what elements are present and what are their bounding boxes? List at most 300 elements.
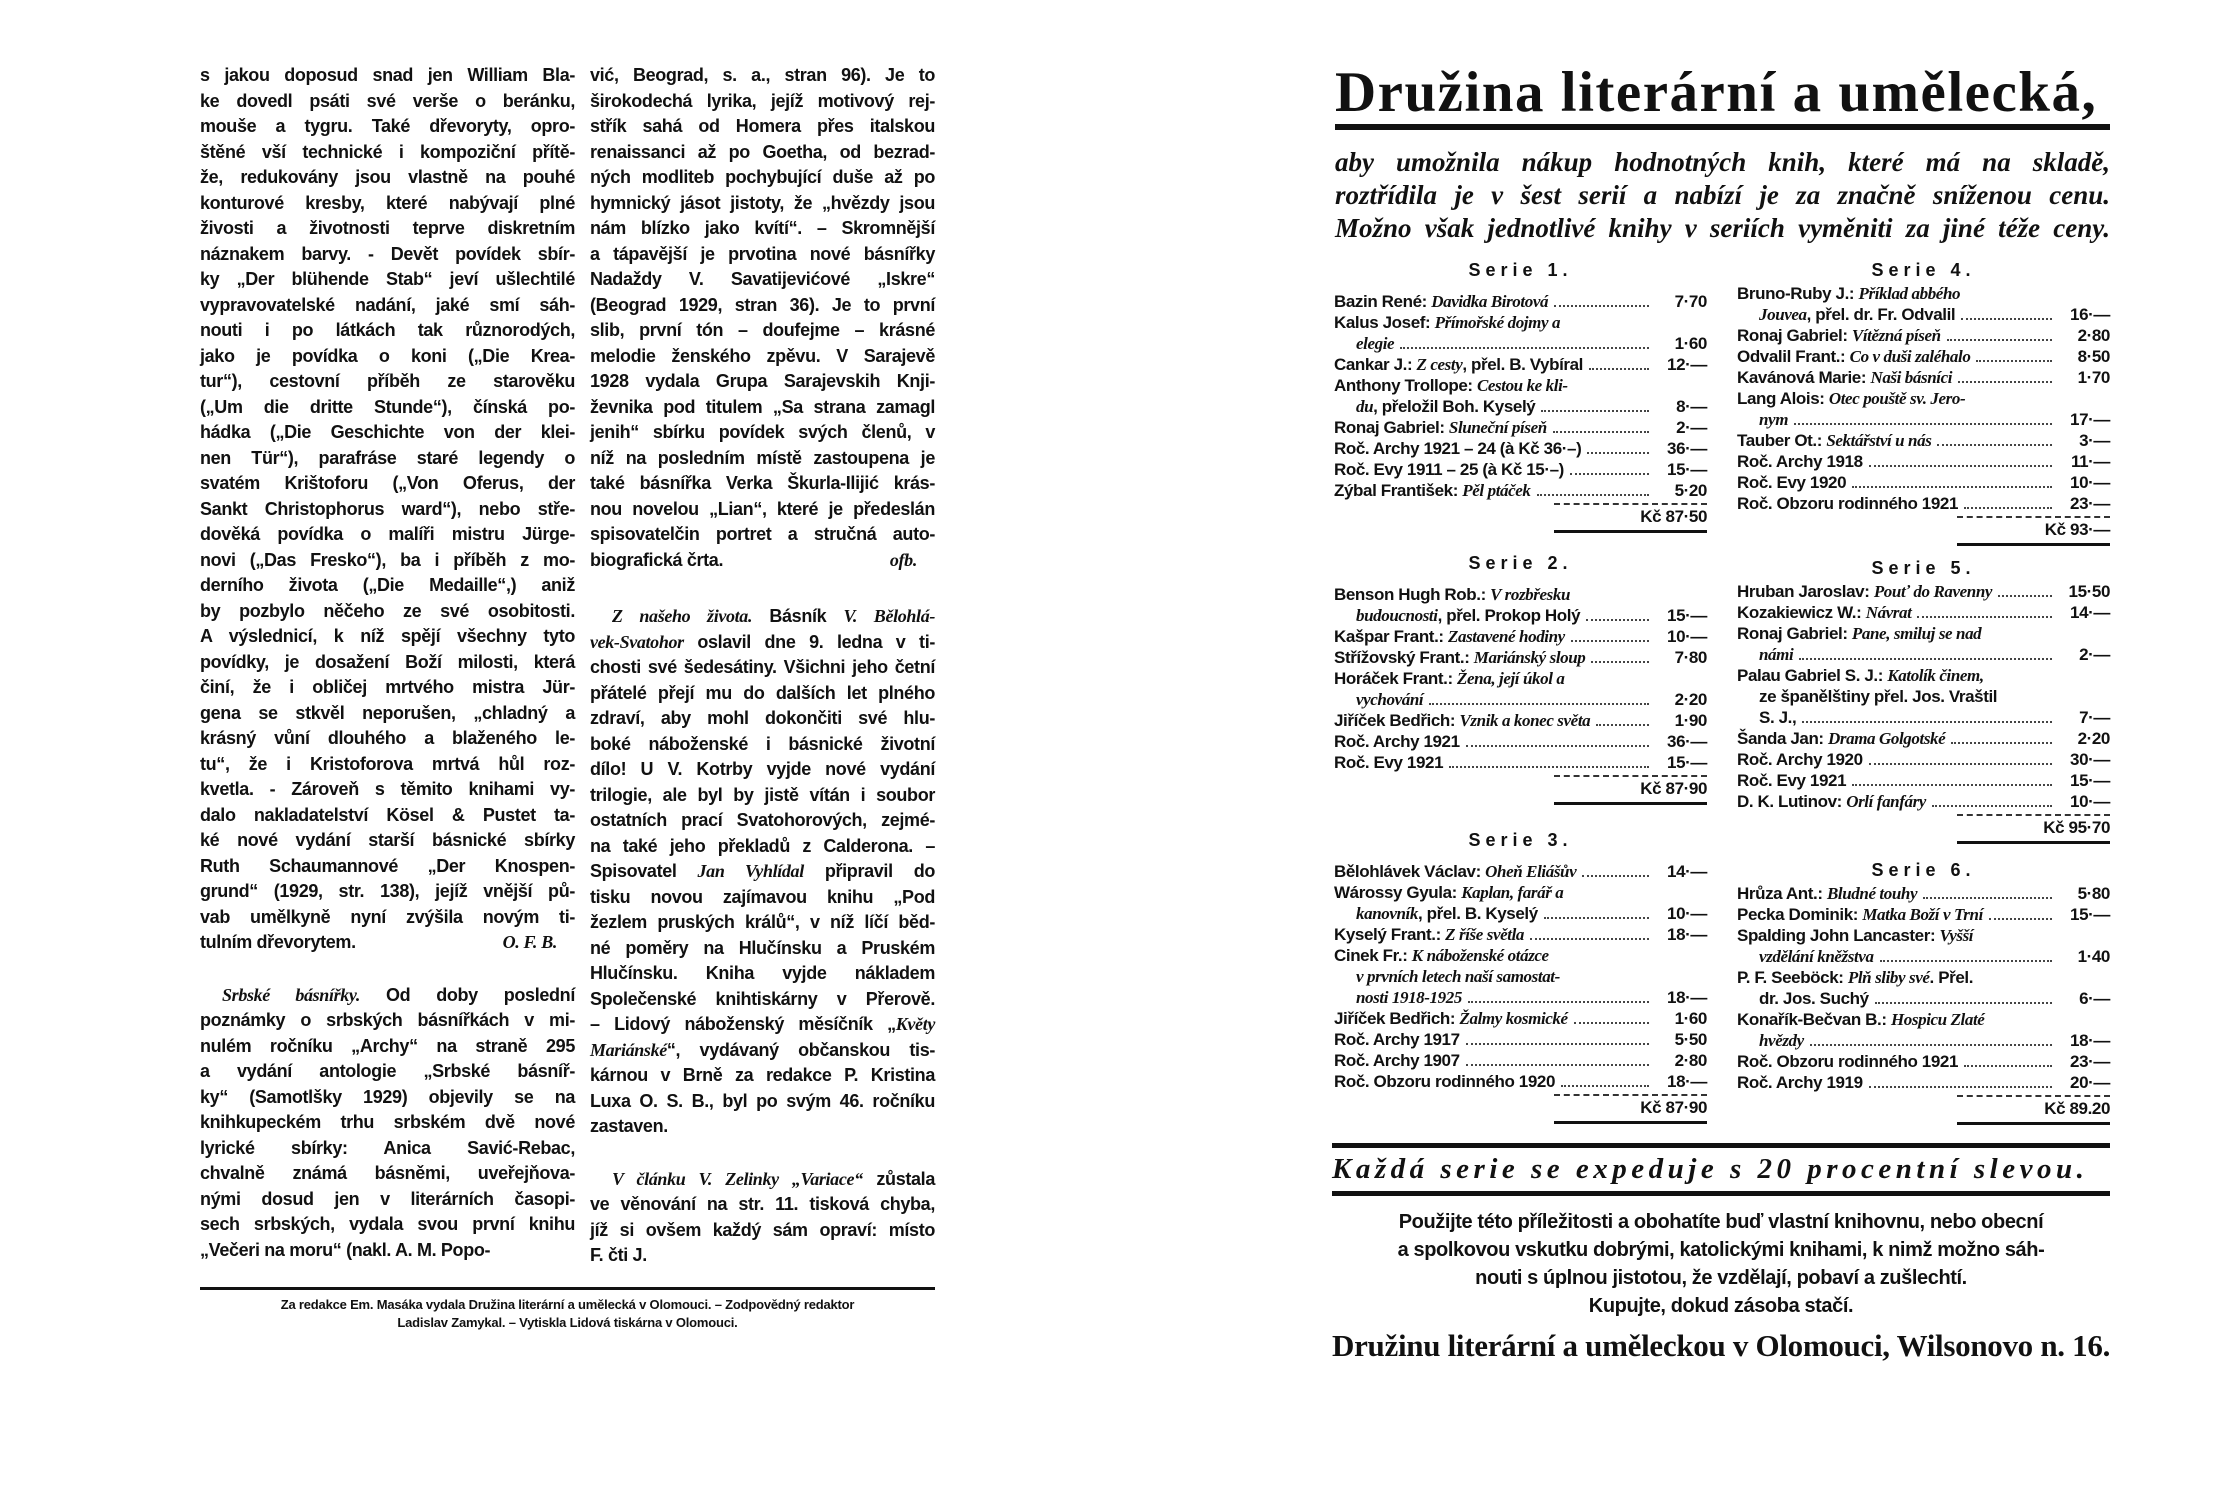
dot-leader: [1923, 883, 2052, 899]
text-line: [200, 879, 575, 905]
dot-leader: [1932, 791, 2052, 807]
italic-run: Pane, smiluj se nad: [1851, 624, 1982, 643]
text-run: ke dovedl psáti své verše o beránku,: [200, 90, 575, 111]
text-line: [590, 757, 935, 783]
text-run: Cinek Fr.:: [1334, 946, 1412, 965]
text-run: Střížovský Frant.:: [1334, 648, 1474, 667]
price: 7·80: [1674, 648, 1707, 667]
entry-line: [1737, 686, 2110, 707]
text-column-2: [590, 63, 935, 1269]
price: 3·—: [2079, 431, 2110, 450]
serie-3: [1334, 830, 1707, 1124]
text-run: Bazin René:: [1334, 292, 1432, 311]
text-line: [590, 604, 935, 630]
text-line: [200, 522, 575, 548]
entry-line: [1334, 966, 1707, 987]
paragraph: [590, 1167, 935, 1269]
italic-run: du: [1356, 397, 1374, 416]
text-run: lyrické sbírky: Anica Savić-Rebac,: [200, 1137, 575, 1158]
text-run: ostatních prací Svatohorových, zejmé-: [590, 810, 935, 830]
entry-text: [1737, 602, 1911, 623]
text-line: [590, 395, 935, 421]
entry-line: [1334, 584, 1707, 605]
text-run: vab umělkyně nyní zvýšila novým ti-: [200, 906, 575, 927]
book-entry: [1737, 1072, 2110, 1093]
text-run: dílo! U V. Kotrby vyjde nové vydání: [590, 759, 935, 779]
text-run: nen Tür“), parafráse staré legendy o: [200, 447, 575, 468]
entry-text: [1356, 396, 1535, 417]
italic-run: vek-Svatohor: [590, 631, 684, 652]
entry-line: [1334, 861, 1707, 882]
text-run: krásný vůní dlouhého a blaženého le-: [200, 728, 575, 748]
discount-banner: Každá serie se expeduje s 20 procentní slevou.: [1332, 1153, 2089, 1185]
price: 12·—: [1667, 355, 1707, 374]
text-line: [590, 522, 935, 548]
text-line: [200, 267, 575, 293]
text-line: [590, 1243, 935, 1269]
price: 10·—: [1667, 627, 1707, 646]
text-line: [200, 752, 575, 778]
entry-text: [1334, 459, 1564, 480]
italic-run: Otec pouště sv. Jero-: [1828, 389, 1966, 408]
text-run: sech srbských, vydala svou první knihu: [200, 1214, 575, 1234]
text-line: [590, 936, 935, 962]
italic-run: Jouvea: [1759, 305, 1807, 324]
entry-text: [1356, 903, 1538, 924]
serie-heading: Serie 3.: [1468, 830, 1573, 850]
text-run: Hrůza Ant.:: [1737, 884, 1827, 903]
text-run: nám blízko jako kvítí“. – Skromnější: [590, 218, 935, 238]
text-run: renaissanci až po Goetha, od bezrad-: [590, 141, 935, 162]
dot-leader: [1852, 472, 2052, 488]
entry-line: [1334, 1050, 1707, 1071]
book-entry: [1334, 626, 1707, 647]
price: 23·—: [2070, 494, 2110, 513]
entry-text: [1737, 346, 1970, 367]
dot-leader: [1561, 1071, 1649, 1087]
text-run: (Beograd 1929, stran 36). Je to první: [590, 294, 935, 315]
text-run: Bruno-Ruby J.:: [1737, 284, 1859, 303]
entry-text: [1356, 966, 1560, 987]
dot-leader: [1964, 1051, 2052, 1067]
price: 2·—: [1676, 418, 1707, 437]
dot-leader: [1947, 325, 2052, 341]
dot-leader: [1574, 1008, 1649, 1024]
appeal-line: a spolkovou vskutku dobrými, katolickými knihami, k nimž možno sáh-: [1397, 1239, 2045, 1261]
entry-text: [1759, 946, 1874, 967]
entry-line: [1737, 1009, 2110, 1030]
dot-leader: [1530, 924, 1649, 940]
entry-line: [1737, 451, 2110, 472]
italic-run: nym: [1759, 410, 1789, 429]
text-line: [200, 216, 575, 242]
entry-text: [1737, 791, 1926, 812]
dot-leader: [1591, 647, 1649, 663]
price: 18·—: [1667, 988, 1707, 1007]
text-run: Roč. Archy 1919: [1737, 1073, 1863, 1092]
entry-text: [1334, 1029, 1460, 1050]
text-run: dr. Jos. Suchý: [1759, 989, 1869, 1008]
book-entry: [1737, 346, 2110, 367]
italic-run: V rozbřesku: [1490, 585, 1571, 604]
paragraph: [590, 63, 935, 573]
text-line: [200, 497, 575, 523]
text-run: vypravovatelské nadání, jaké smí sáh-: [200, 294, 575, 315]
price: 2·80: [2077, 326, 2110, 345]
dot-leader: [1869, 451, 2052, 467]
entry-text: [1737, 967, 1973, 988]
text-run: a vydání antologie „Srbské básníř-: [200, 1061, 575, 1081]
dot-leader: [1537, 480, 1649, 496]
text-line: [590, 242, 935, 268]
text-line: [590, 114, 935, 140]
book-entry: [1334, 1071, 1707, 1092]
entry-line: [1737, 367, 2110, 388]
price: 8·50: [2077, 347, 2110, 366]
entry-line: [1737, 967, 2110, 988]
entry-text: [1334, 924, 1524, 945]
text-run: tu“, že i Kristoforova mrtvá hůl roz-: [200, 753, 575, 774]
italic-run: Bludné touhy: [1826, 884, 1918, 903]
text-run: jíž si ovšem každý sám opraví: místo: [590, 1219, 935, 1240]
entry-line: [1334, 1008, 1707, 1029]
price: 30·—: [2070, 750, 2110, 769]
entry-line: [1737, 409, 2110, 430]
book-entry: [1334, 882, 1707, 924]
entry-text: [1334, 668, 1565, 689]
text-run: s jakou doposud snad jen William Bla-: [200, 65, 575, 85]
total-underline: [1957, 1122, 2110, 1125]
entry-text: [1356, 689, 1423, 710]
dot-leader: [1869, 1072, 2052, 1088]
text-line: [590, 885, 935, 911]
italic-run: Vítězná píseň: [1851, 326, 1941, 345]
price: 15·—: [2070, 905, 2110, 924]
dot-leader: [1852, 770, 2052, 786]
italic-run: Vznik a konec světa: [1459, 711, 1591, 730]
text-run: níž na posledním místě zastoupena je: [590, 447, 935, 468]
text-line: [200, 344, 575, 370]
text-line: [200, 89, 575, 115]
italic-run: Příklad abbého: [1858, 284, 1961, 303]
price: 20·—: [2070, 1073, 2110, 1092]
text-run: Roč. Archy 1921 – 24 (à Kč 36·–): [1334, 439, 1582, 458]
text-line: [590, 1218, 935, 1244]
text-line: [590, 1063, 935, 1089]
entry-line: [1334, 1029, 1707, 1050]
entry-line: [1737, 346, 2110, 367]
italic-run: Přímořské dojmy a: [1434, 313, 1561, 332]
text-line: [590, 1012, 935, 1038]
book-entry: [1334, 417, 1707, 438]
book-entry: [1737, 728, 2110, 749]
text-line: [200, 140, 575, 166]
text-run: zastaven.: [590, 1116, 668, 1136]
entry-text: [1334, 480, 1531, 501]
text-run: poznámky o srbských básnířkách v mi-: [200, 1010, 575, 1030]
entry-text: [1334, 291, 1548, 312]
entry-text: [1334, 752, 1443, 773]
text-run: Benson Hugh Rob.:: [1334, 585, 1491, 604]
entry-line: [1737, 1030, 2110, 1051]
paragraph: [200, 63, 575, 956]
text-line: [200, 1034, 575, 1060]
text-line: [200, 828, 575, 854]
entry-text: [1737, 749, 1863, 770]
text-run: mouše a tygru. Také dřevoryty, opro-: [200, 116, 575, 136]
text-run: Jiříček Bedřich:: [1334, 1009, 1460, 1028]
italic-run: Cestou ke kli-: [1476, 376, 1568, 395]
book-entry: [1737, 451, 2110, 472]
entry-line: [1737, 581, 2110, 602]
text-line: [590, 293, 935, 319]
entry-text: [1759, 304, 1955, 325]
text-line: [590, 318, 935, 344]
italic-run: vychování: [1356, 690, 1424, 709]
text-run: 1928 vydala Grupa Sarajevskih Knji-: [590, 371, 935, 391]
text-run: melodie ženského zpěvu. V Sarajevě: [590, 345, 935, 366]
entry-line: [1737, 770, 2110, 791]
text-line: [200, 1059, 575, 1085]
text-run: Zýbal František:: [1334, 481, 1463, 500]
text-run: činí, že i obličej mrtvého mistra Jür-: [200, 677, 575, 697]
entry-text: [1737, 728, 1945, 749]
price: 15·—: [1667, 460, 1707, 479]
text-line: [200, 675, 575, 701]
text-run: hádka („Die Geschichte von der klei-: [200, 422, 575, 442]
entry-text: [1737, 325, 1941, 346]
text-run: ževnika pod titulem „Sa strana zamagl: [590, 396, 935, 417]
text-run: Roč. Evy 1921: [1334, 753, 1444, 772]
dot-leader: [1466, 731, 1649, 747]
text-run: Konařík-Bečvan B.:: [1737, 1010, 1891, 1029]
dot-leader: [1998, 581, 2052, 597]
text-line: [590, 140, 935, 166]
entry-line: [1334, 626, 1707, 647]
italic-run: V článku V. Zelinky „Variace“: [612, 1168, 863, 1189]
entry-text: [1737, 451, 1863, 472]
entry-line: [1737, 430, 2110, 451]
text-line: [200, 191, 575, 217]
italic-run: Sektářství u nás: [1826, 431, 1932, 450]
entry-line: [1737, 749, 2110, 770]
text-run: Básník: [752, 606, 844, 626]
publisher-address: Družinu literární a uměleckou v Olomouci, Wilsonovo n. 16.: [1332, 1328, 2111, 1363]
entry-text: [1737, 1009, 1984, 1030]
text-run: hymnický jásot jistoty, že „hvězdy jsou: [590, 192, 935, 213]
text-run: Kavánová Marie:: [1737, 368, 1871, 387]
entry-line: [1334, 689, 1707, 710]
book-entry: [1334, 438, 1707, 459]
text-line: [590, 681, 935, 707]
book-entry: [1334, 1050, 1707, 1071]
dot-leader: [1466, 1029, 1649, 1045]
book-entry: [1737, 430, 2110, 451]
price: 2·20: [1674, 690, 1707, 709]
text-run: Jiříček Bedřich:: [1334, 711, 1460, 730]
italic-run: Žalmy kosmické: [1459, 1009, 1568, 1028]
entry-text: [1334, 647, 1585, 668]
dot-leader: [1937, 430, 2052, 446]
entry-text: [1759, 1030, 1804, 1051]
book-entry: [1334, 710, 1707, 731]
dot-leader: [1869, 749, 2052, 765]
price: 15·—: [2070, 771, 2110, 790]
dot-leader: [1951, 728, 2052, 744]
italic-run: Pouť do Ravenny: [1873, 582, 1993, 601]
entry-text: [1759, 686, 1997, 707]
entry-line: [1334, 605, 1707, 626]
book-entry: [1334, 668, 1707, 710]
text-run: Anthony Trollope:: [1334, 376, 1477, 395]
entry-text: [1334, 584, 1570, 605]
text-run: svatém Krištoforu („Von Oferus, der: [200, 473, 575, 493]
dot-leader: [1554, 291, 1649, 307]
text-run: by pozbylo něčeho ze své osobitosti.: [200, 600, 575, 621]
text-run: náznakem barvy. - Devět povídek sbír-: [200, 243, 575, 264]
italic-run: V. Bělohlá-: [843, 606, 935, 626]
text-run: Hlučínsku. Kniha vyjde nákladem: [590, 963, 935, 983]
text-line: [200, 293, 575, 319]
book-entry: [1737, 904, 2110, 925]
entry-line: [1334, 945, 1707, 966]
entry-line: [1334, 647, 1707, 668]
book-entry: [1737, 883, 2110, 904]
entry-line: [1334, 354, 1707, 375]
price: 8·—: [1676, 397, 1707, 416]
text-run: ky“ (Samotlšky 1929) objevily se na: [200, 1086, 575, 1107]
entry-line: [1737, 707, 2110, 728]
dot-leader: [1587, 438, 1649, 454]
dot-leader: [1586, 605, 1649, 621]
text-run: Společenské knihtiskárny v Přerově.: [590, 988, 935, 1009]
italic-run: Orlí fanfáry: [1846, 792, 1926, 811]
appeal-line: nouti s úplnou jistotou, že vzdělají, pobaví a zušlechtí.: [1475, 1267, 1967, 1289]
text-run: Ruth Schaumannové „Der Knospen-: [200, 855, 575, 876]
text-line: [200, 395, 575, 421]
italic-run: Oheň Eliášův: [1485, 862, 1577, 881]
entry-line: [1334, 375, 1707, 396]
text-run: trilogie, ale byl by jistě vítán i soubor: [590, 784, 935, 805]
serie-total: Kč 87·50: [1554, 503, 1707, 527]
text-run: kárnou v Brně za redakce P. Kristina: [590, 1065, 935, 1085]
text-run: nulém ročníku „Archy“ na straně 295: [200, 1035, 575, 1056]
price: 1·70: [2077, 368, 2110, 387]
text-line: [590, 216, 935, 242]
text-run: nou novelou „Lian“, které je předeslán: [590, 498, 935, 519]
italic-run: Co v duši zaléhalo: [1849, 347, 1971, 366]
text-line: [200, 983, 575, 1009]
text-run: Luxa O. S. B., byl po svým 46. ročníku: [590, 1090, 935, 1111]
entry-text: [1334, 354, 1583, 375]
book-entry: [1737, 325, 2110, 346]
entry-line: [1737, 304, 2110, 325]
price: 6·—: [2079, 989, 2110, 1008]
serie-heading: Serie 6.: [1871, 860, 1976, 880]
text-run: ky „Der blühende Stab“ jeví ušlechtilé: [200, 269, 575, 289]
entry-text: [1334, 1071, 1555, 1092]
italic-run: Z našeho života.: [612, 606, 753, 626]
serie-heading: Serie 2.: [1468, 553, 1573, 573]
text-run: na také jeho překladů z Calderona. –: [590, 835, 935, 856]
text-run: kvetla. - Zároveň s těmito knihami vy-: [200, 779, 575, 799]
text-line: [200, 1136, 575, 1162]
text-line: [200, 1085, 575, 1111]
subtitle-line: roztřídila je v šest serií a nabízí je za značně sníženou cenu.: [1335, 180, 2110, 210]
serie-6: [1737, 860, 2110, 1125]
dot-leader: [1596, 710, 1649, 726]
text-run: A výslednicí, k níž spějí všechny tyto: [200, 626, 575, 646]
book-entry: [1737, 1051, 2110, 1072]
text-run: Roč. Archy 1907: [1334, 1051, 1460, 1070]
text-run: povídky, je dosažení Boží milosti, která: [200, 651, 575, 672]
text-run: štěné vší technické i kompoziční přítě-: [200, 141, 575, 162]
dot-leader: [1553, 417, 1649, 433]
text-run: Kyselý Frant.:: [1334, 925, 1446, 944]
entry-text: [1334, 438, 1581, 459]
price: 14·—: [2070, 603, 2110, 622]
italic-run: vzdělání kněžstva: [1759, 947, 1874, 966]
text-line: [590, 471, 935, 497]
text-run: Šanda Jan:: [1737, 729, 1829, 748]
text-run: derního života („Die Medaille“,) aniž: [200, 575, 575, 595]
entry-text: [1759, 988, 1869, 1009]
entry-text: [1737, 1072, 1863, 1093]
text-line: [200, 1238, 575, 1264]
entry-line: [1334, 459, 1707, 480]
book-entry: [1334, 354, 1707, 375]
paragraph: [590, 604, 935, 1140]
text-run: Sankt Christophorus ward“), nebo stře-: [200, 498, 575, 519]
dot-leader: [1468, 987, 1649, 1003]
italic-run: Zastavené hodiny: [1447, 627, 1565, 646]
text-line: [590, 191, 935, 217]
text-run: chvalně známá básněmi, uveřejňova-: [200, 1163, 575, 1183]
text-run: slib, první tón – doufejme – krásné: [590, 320, 935, 340]
text-line: [200, 854, 575, 880]
entry-line: [1334, 417, 1707, 438]
serie-2: [1334, 553, 1707, 805]
text-run: P. F. Seeböck:: [1737, 968, 1848, 987]
text-run: připravil do: [803, 861, 936, 881]
price: 2·—: [2079, 645, 2110, 664]
text-run: Hruban Jaroslav:: [1737, 582, 1874, 601]
entry-text: [1334, 882, 1563, 903]
entry-line: [1737, 925, 2110, 946]
entry-text: [1737, 883, 1917, 904]
text-run: né poměry na Hlučínsku a Pruském: [590, 937, 935, 958]
dot-leader: [1799, 644, 2052, 660]
book-entry: [1737, 581, 2110, 602]
total-underline: [1554, 1121, 1707, 1124]
dot-leader: [1571, 626, 1649, 642]
text-run: spisovatelčin portret a stručná auto-: [590, 524, 935, 544]
text-run: gena se stkvěl neporušen, „chladný a: [200, 702, 575, 723]
text-line: [200, 930, 575, 956]
entry-line: [1737, 988, 2110, 1009]
text-run: , přeložil Boh. Kyselý: [1373, 397, 1536, 416]
text-run: Bělohlávek Václav:: [1334, 862, 1486, 881]
text-run: Roč. Evy 1911 – 25 (à Kč 15·–): [1334, 460, 1564, 479]
dot-leader: [1794, 409, 2052, 425]
book-entry: [1334, 1029, 1707, 1050]
text-line: [200, 726, 575, 752]
text-run: Kašpar Frant.:: [1334, 627, 1448, 646]
text-line: [200, 1187, 575, 1213]
text-line: [590, 808, 935, 834]
text-line: [590, 859, 935, 885]
total-underline: [1957, 841, 2110, 844]
